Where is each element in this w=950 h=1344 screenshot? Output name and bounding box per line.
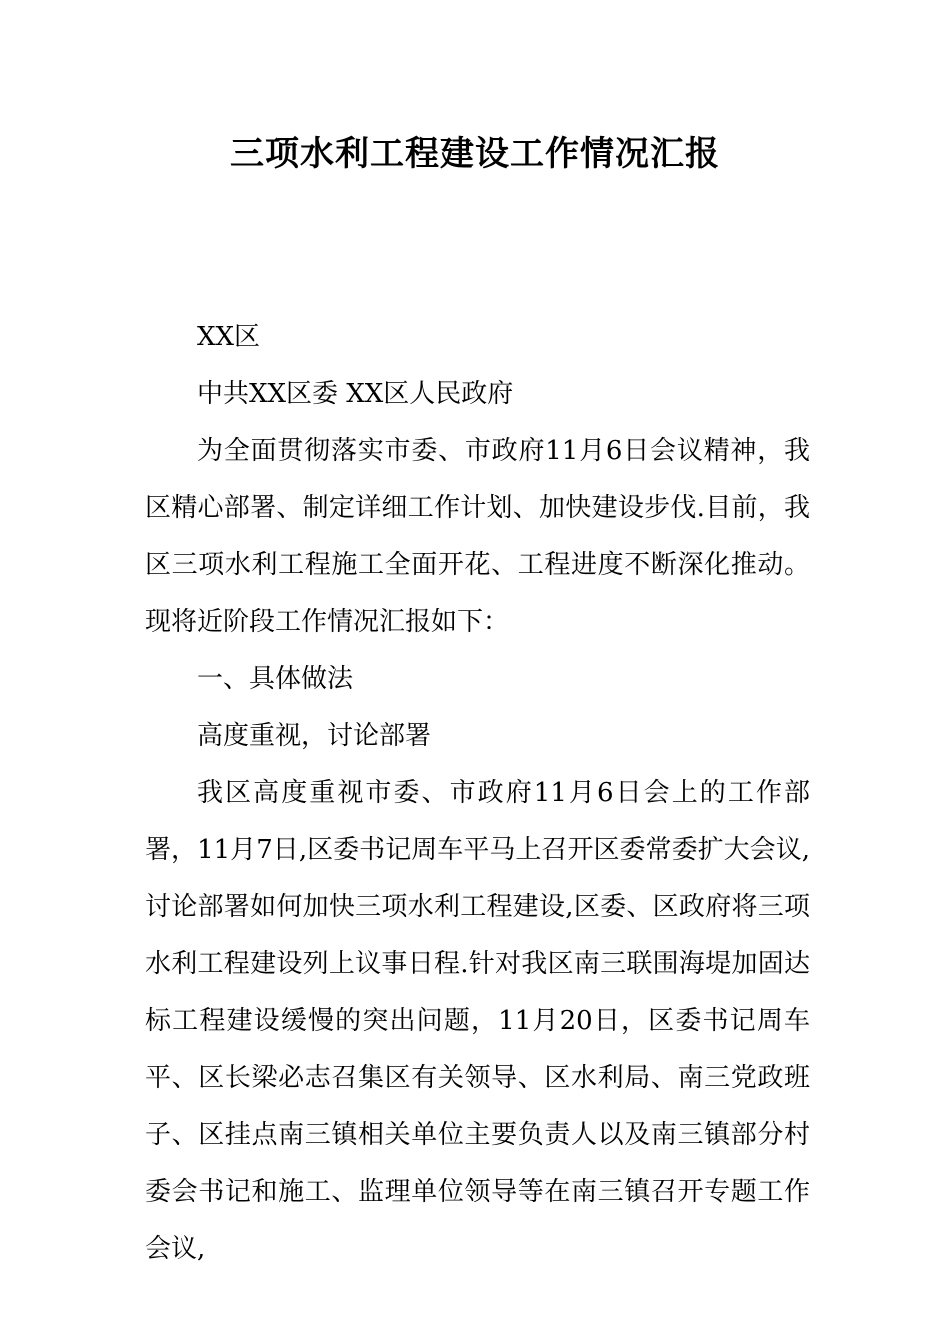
section-heading-specific-practices: 一、具体做法 <box>197 664 354 694</box>
document-title: 三项水利工程建设工作情况汇报 <box>230 134 720 174</box>
paragraph-issuer: 中共XX区委 XX区人民政府 <box>197 379 514 409</box>
paragraph-district: XX区 <box>197 322 261 352</box>
document-body <box>145 309 810 1278</box>
paragraph-body: 我区高度重视市委、市政府11月6日会上的工作部署，11月7日,区委书记周车平马上召开区委常委扩大会议,讨论部署如何加快三项水利工程建设,区委、区政府将三项水利工程建设列上议事日程.针对我区南三联围海堤加固达标工程建设缓慢的突出问题，11月20日，区委书记周车平、区长梁必志召集区有关领导、区水利局、南三党政班子、区挂点南三镇相关单位主要负责人以及南三镇部分村委会书记和施工、监理单位领导等在南三镇召开专题工作会议, <box>145 778 810 1264</box>
subheading-high-attention: 高度重视，讨论部署 <box>197 721 432 751</box>
paragraph-intro: 为全面贯彻落实市委、市政府11月6日会议精神，我区精心部署、制定详细工作计划、加快建设步伐.目前，我区三项水利工程施工全面开花、工程进度不断深化推动。现将近阶段工作情况汇报如下： <box>145 436 810 637</box>
